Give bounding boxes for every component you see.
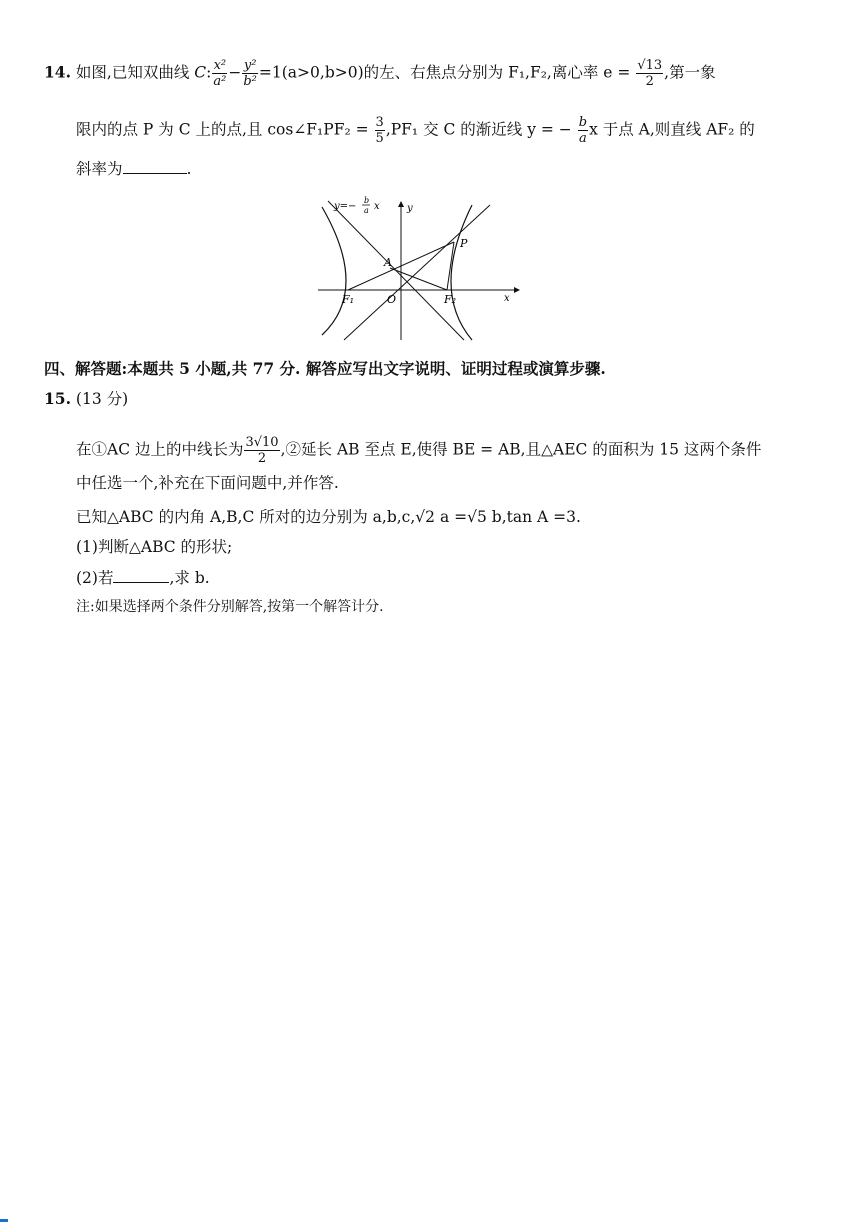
q14-line2 xyxy=(76,115,755,146)
q14-asym-frac xyxy=(578,115,588,146)
asym-x: x xyxy=(374,201,380,212)
q14-line3 xyxy=(76,162,191,178)
frac-num: y² xyxy=(243,58,257,73)
q15-part2 xyxy=(76,571,210,587)
hyperbola-right-branch xyxy=(451,205,472,340)
point-P-label: P xyxy=(460,237,468,250)
q15-part2a: (2)若 xyxy=(76,569,114,587)
median-frac xyxy=(244,435,279,466)
frac-den: 2 xyxy=(645,74,654,89)
q14-line1: 14. 如图,已知双曲线 C: $\frac{\text{x²}}{\text{a²}}$ − $\frac{\text{y²}}{\text{b²}}$ =1(a>0,b>0)的左、右焦点分别为 F₁,F₂,离心率 e = $\frac{√13}{2}$ ,第一象 xyxy=(44,58,716,89)
q14-line2a: 限内的点 P 为 C 上的点,且 cos∠F₁PF₂ = xyxy=(76,120,369,139)
F1-label: F₁ xyxy=(342,293,355,306)
q14-eq-rest: =1(a>0,b>0)的左、右焦点分别为 F₁,F₂,离心率 e = xyxy=(258,63,631,82)
q15-note: 注:如果选择两个条件分别解答,按第一个解答计分. xyxy=(76,599,384,615)
q15-score: (13 分) xyxy=(75,390,129,408)
asymptote-positive xyxy=(344,205,490,340)
frac-num: b xyxy=(578,115,588,130)
q14-line2c: x 于点 A,则直线 AF₂ 的 xyxy=(589,120,755,139)
q14-cos-frac xyxy=(375,115,385,146)
q14-line2b: ,PF₁ 交 C 的渐近线 y = − xyxy=(385,120,572,139)
q15-line2: 中任选一个,补充在下面问题中,并作答. xyxy=(76,474,339,492)
q15-l1b: ,②延长 AB 至点 E,使得 BE = AB,且△AEC 的面积为 15 这两个条件 xyxy=(280,440,762,459)
q15-l1a: 在①AC 边上的中线长为 xyxy=(76,440,244,459)
period: . xyxy=(186,160,192,178)
q15-header xyxy=(44,391,128,408)
x-axis-label: x xyxy=(504,293,510,304)
q14-curve-name: C xyxy=(194,63,207,82)
F2-label: F₂ xyxy=(444,293,457,306)
frac-num: 3√10 xyxy=(245,435,279,450)
q15-part1: (1)判断△ABC 的形状; xyxy=(76,538,233,556)
asymptote-label: y=− xyxy=(334,201,357,212)
frac-den: 2 xyxy=(257,451,267,466)
condition-blank[interactable] xyxy=(113,581,169,583)
q14-intro: 如图,已知双曲线 xyxy=(75,63,190,82)
q14-eccentricity xyxy=(636,58,663,89)
q14-line3-text: 斜率为 xyxy=(76,160,123,178)
y-axis-label: y xyxy=(407,203,413,214)
frac-den: 5 xyxy=(375,131,384,146)
frac-den: b² xyxy=(243,74,257,89)
q15-line1 xyxy=(76,435,761,466)
q14-frac-x xyxy=(212,58,227,89)
q15-line3: 已知△ABC 的内角 A,B,C 所对的边分别为 a,b,c,√2 a =√5 b,tan A =3. xyxy=(76,508,581,526)
y-axis-arrow xyxy=(398,201,404,207)
hyperbola-left-branch xyxy=(322,207,346,335)
frac-den: a² xyxy=(213,74,227,89)
origin-label: O xyxy=(387,293,397,306)
frac-den: a xyxy=(579,131,587,146)
page-corner-mark xyxy=(0,1219,8,1222)
asym-b: b xyxy=(364,196,370,205)
x-axis-arrow xyxy=(514,287,520,293)
frac-num: √13 xyxy=(637,58,663,73)
q14-tail1: ,第一象 xyxy=(664,63,716,82)
q15-number: 15. xyxy=(44,389,71,408)
hyperbola-figure xyxy=(314,195,534,345)
point-A-label: A xyxy=(384,256,392,269)
q15-part2b: ,求 b. xyxy=(169,569,210,587)
frac-num: x² xyxy=(213,58,227,73)
section-heading: 四、解答题:本题共 5 小题,共 77 分. 解答应写出文字说明、证明过程或演算步骤. xyxy=(44,359,606,378)
asym-a: a xyxy=(364,206,369,215)
answer-blank[interactable] xyxy=(123,172,187,174)
frac-num: 3 xyxy=(375,115,384,130)
q14-number: 14. xyxy=(44,62,71,82)
q14-frac-y xyxy=(242,58,258,89)
